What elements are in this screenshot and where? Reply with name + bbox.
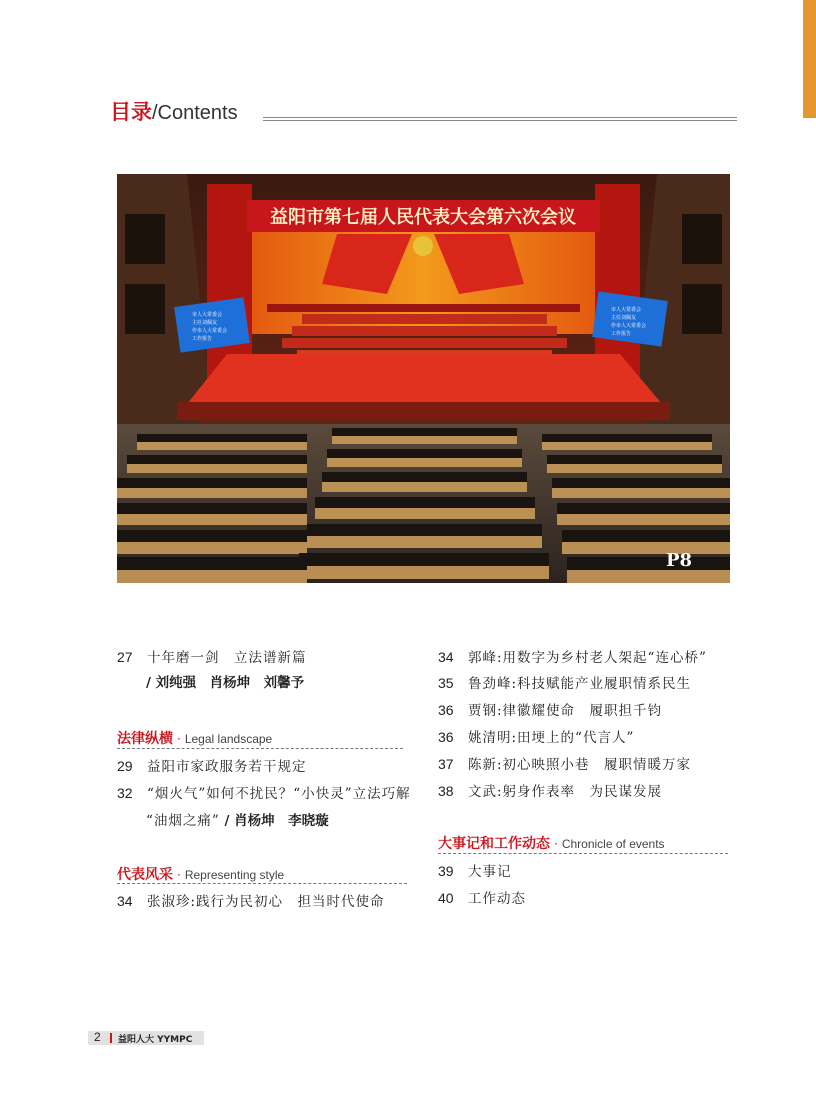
toc-title: “烟火气”如何不扰民？“小快灵”立法巧解 — [147, 786, 411, 802]
toc-entry[interactable] — [117, 782, 411, 802]
toc-title: 十年磨一剑 立法谱新篇 — [147, 650, 307, 666]
toc-title: 郭峰:用数字为乡村老人架起“连心桥” — [468, 650, 707, 666]
toc-entry[interactable] — [438, 726, 634, 746]
toc-page-number: 34 — [438, 649, 454, 665]
toc-title: 鲁劲峰:科技赋能产业履职情系民生 — [468, 676, 692, 692]
section-title-en: Legal landscape — [184, 732, 273, 746]
toc-title-continued: “油烟之痛” — [146, 813, 220, 829]
screen-left-line-1: 市人大常委会 — [192, 312, 223, 318]
toc-title: 益阳市家政服务若干规定 — [147, 759, 307, 775]
screen-right-line-1: 市人大常委会 — [611, 307, 642, 313]
toc-entry[interactable] — [117, 646, 307, 666]
toc-page-number: 36 — [438, 702, 454, 718]
toc-title: 张淑珍:践行为民初心 担当时代使命 — [147, 894, 385, 910]
page-number: 2 — [94, 1030, 101, 1044]
publication-name: 益阳人大 YYMPC — [118, 1035, 193, 1045]
toc-title: 姚清明:田埂上的“代言人” — [468, 730, 635, 746]
screen-right-line-2: 主任刘佩友 — [611, 315, 637, 321]
cover-photo[interactable] — [117, 174, 730, 583]
toc-entry[interactable] — [438, 672, 691, 692]
footer-accent-bar — [110, 1033, 112, 1043]
page-footer — [88, 1031, 204, 1045]
screen-left-line-3: 作市人大常委会 — [192, 328, 228, 334]
toc-title: 工作动态 — [468, 891, 526, 907]
side-color-tab — [803, 0, 816, 118]
toc-page-number: 36 — [438, 729, 454, 745]
toc-page-number: 27 — [117, 649, 133, 665]
screen-right-line-3: 作市人大常委会 — [611, 323, 647, 329]
contents-header — [110, 96, 238, 126]
section-title-cn: 大事记和工作动态 — [438, 836, 550, 852]
section-heading-chronicle: 大事记和工作动态 · Chronicle of events — [438, 836, 665, 852]
toc-entry[interactable] — [438, 860, 512, 880]
toc-entry-continued[interactable] — [146, 809, 329, 829]
toc-entry[interactable] — [117, 890, 385, 910]
toc-entry[interactable] — [438, 699, 662, 719]
toc-entry[interactable] — [438, 887, 526, 907]
header-rule — [263, 117, 737, 121]
section-divider — [117, 748, 403, 749]
section-title-en: Chronicle of events — [561, 837, 665, 851]
toc-page-number: 38 — [438, 783, 454, 799]
toc-title: 文武:躬身作表率 为民谋发展 — [468, 784, 663, 800]
toc-entry[interactable] — [438, 780, 662, 800]
toc-title: 大事记 — [468, 864, 512, 880]
toc-page-number: 40 — [438, 890, 454, 906]
toc-title: 贾钢:律徽耀使命 履职担千钧 — [468, 703, 663, 719]
section-heading-representatives: 代表风采 · Representing style — [117, 867, 285, 883]
congress-hall-illustration — [117, 174, 730, 583]
toc-author: / 刘纯强 肖杨坤 刘馨予 — [146, 675, 305, 691]
photo-page-tag: P8 — [665, 550, 692, 571]
contents-title-en: /Contents — [152, 102, 238, 124]
toc-author: / 肖杨坤 李晓璇 — [219, 813, 329, 829]
toc-page-number: 37 — [438, 756, 454, 772]
section-title-cn: 代表风采 — [117, 867, 173, 883]
section-title-cn: 法律纵横 — [117, 731, 173, 747]
section-divider — [438, 853, 728, 854]
banner-text: 益阳市第七届人民代表大会第六次会议 — [270, 207, 576, 228]
toc-page-number: 34 — [117, 893, 133, 909]
toc-entry[interactable] — [438, 646, 707, 666]
toc-page-number: 29 — [117, 758, 133, 774]
section-title-en: Representing style — [184, 868, 285, 882]
screen-left-line-4: 工作报告 — [192, 336, 213, 342]
section-divider — [117, 883, 407, 884]
section-heading-legal: 法律纵横 · Legal landscape — [117, 731, 273, 747]
contents-title-cn: 目录 — [110, 100, 152, 124]
toc-page-number: 35 — [438, 675, 454, 691]
toc-page-number: 32 — [117, 785, 133, 801]
toc-page-number: 39 — [438, 863, 454, 879]
toc-title: 陈新:初心映照小巷 履职情暖万家 — [468, 757, 692, 773]
toc-entry[interactable] — [438, 753, 691, 773]
toc-entry[interactable] — [117, 755, 307, 775]
screen-right-line-4: 工作报告 — [611, 331, 632, 337]
screen-left-line-2: 主任刘佩友 — [192, 320, 218, 326]
